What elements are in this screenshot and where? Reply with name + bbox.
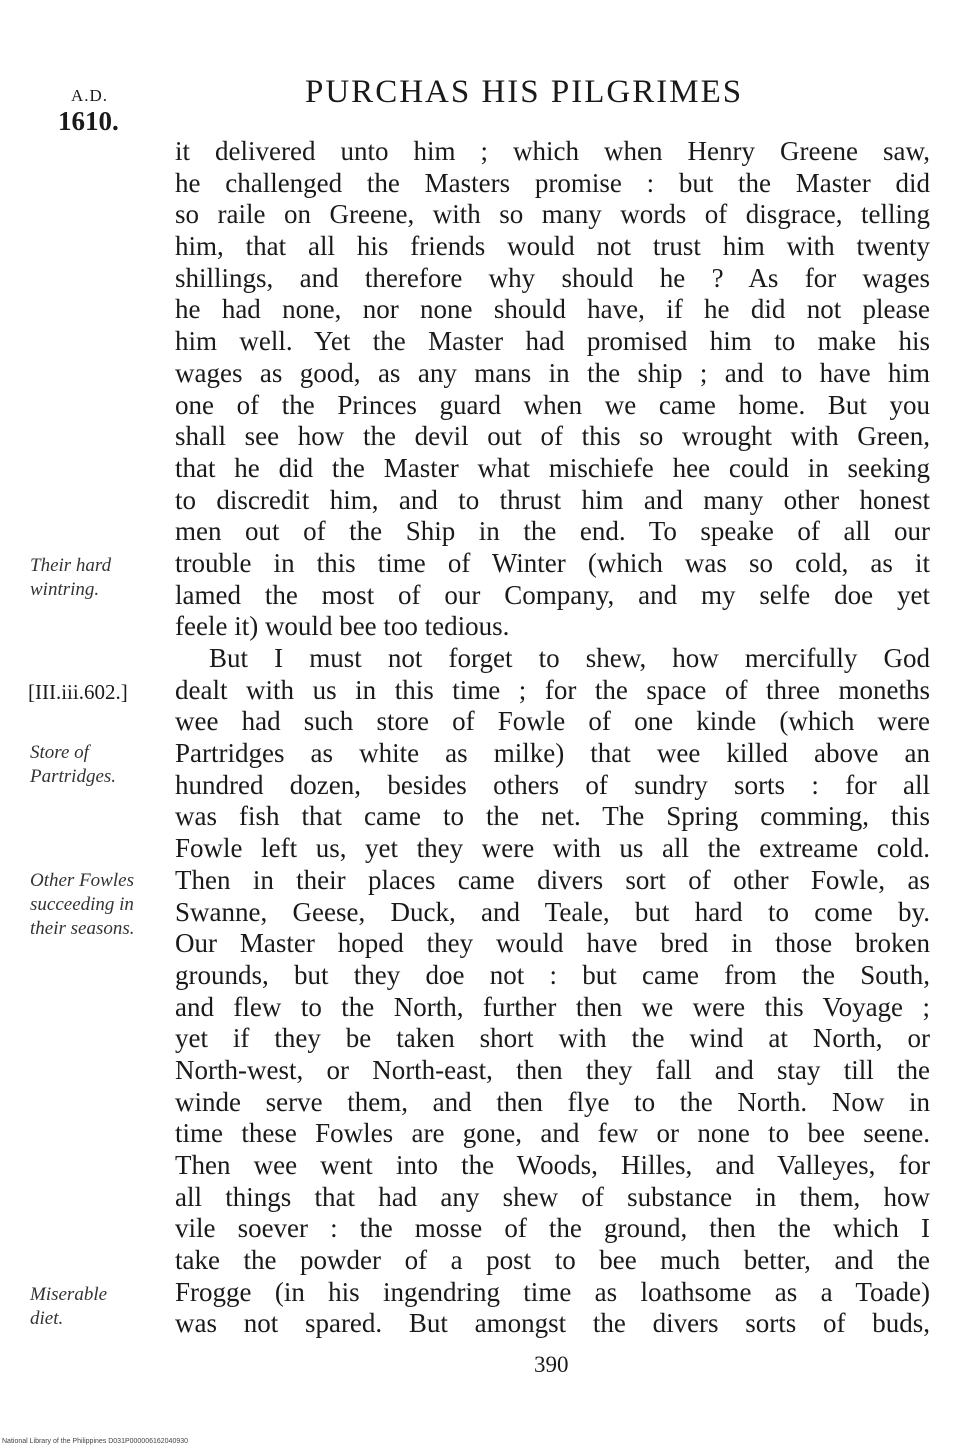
- running-head-title: PURCHAS HIS PILGRIMES: [305, 74, 744, 110]
- text-line: Swanne, Geese, Duck, and Teale, but hard to come by.: [175, 896, 930, 927]
- text-line: North-west, or North-east, then they fall and stay till the: [175, 1054, 930, 1085]
- running-head-year: 1610.: [58, 106, 119, 136]
- text-line: men out of the Ship in the end. To speake of all our: [175, 516, 930, 547]
- page-number: 390: [534, 1352, 569, 1377]
- text-line: him, that all his friends would not trust him with twenty: [175, 231, 930, 262]
- text-line: But I must not forget to shew, how mercifully God: [209, 643, 930, 673]
- text-line: so raile on Greene, with so many words of disgrace, telling: [175, 199, 930, 230]
- text-line: take the powder of a post to bee much better, and the: [175, 1245, 930, 1276]
- text-line: wages as good, as any mans in the ship ; and to have him: [175, 357, 930, 388]
- text-line: Then wee went into the Woods, Hilles, and Valleyes, for: [175, 1150, 930, 1180]
- margin-note-miserable-diet: Miserable diet.: [30, 1284, 108, 1329]
- text-line: Partridges as white as milke) that wee killed above an: [175, 738, 930, 769]
- text-line: winde serve them, and then flye to the North. Now in: [175, 1086, 930, 1117]
- body-text: [175, 136, 930, 1340]
- text-line: hundred dozen, besides others of sundry sorts : for all: [175, 769, 930, 800]
- margin-note-other-fowles: Other Fowles succeeding in their seasons.: [30, 870, 135, 939]
- text-line: he challenged the Masters promise : but the Master did: [175, 167, 930, 198]
- text-line: Frogge (in his ingendring time as loathsome as a Toade): [175, 1276, 930, 1307]
- text-line: Our Master hoped they would have bred in those broken: [175, 928, 930, 959]
- text-line: time these Fowles are gone, and few or none to bee seene.: [175, 1118, 930, 1149]
- text-line: him well. Yet the Master had promised him to make his: [175, 326, 930, 357]
- scan-footer: National Library of the Philippines D031P000006162040930: [2, 1438, 189, 1445]
- text-line: Then in their places came divers sort of other Fowle, as: [175, 864, 930, 895]
- text-line: feele it) would bee too tedious.: [175, 611, 510, 642]
- margin-note-hard-wintring: Their hard wintring.: [30, 555, 112, 600]
- text-line: Fowle left us, yet they were with us all the extreame cold.: [175, 833, 930, 864]
- margin-note-partridges: Store of Partridges.: [30, 742, 117, 787]
- text-line: all things that had any shew of substance in them, how: [175, 1181, 930, 1212]
- running-head-ad: A.D.: [71, 86, 109, 105]
- text-line: lamed the most of our Company, and my selfe doe yet: [175, 579, 930, 610]
- text-line: vile soever : the mosse of the ground, then the which I: [175, 1213, 930, 1244]
- text-line: yet if they be taken short with the wind at North, or: [175, 1023, 930, 1054]
- text-line: grounds, but they doe not : but came from the South,: [175, 959, 930, 990]
- text-line: shillings, and therefore why should he ? As for wages: [175, 262, 930, 293]
- text-line: to discredit him, and to thrust him and many other honest: [175, 484, 930, 515]
- text-line: it delivered unto him ; which when Henry Greene saw,: [175, 136, 930, 166]
- text-line: trouble in this time of Winter (which was so cold, as it: [175, 547, 930, 578]
- text-line: dealt with us in this time ; for the space of three moneths: [175, 674, 930, 705]
- text-line: that he did the Master what mischiefe hee could in seeking: [175, 452, 930, 483]
- text-line: shall see how the devil out of this so wrought with Green,: [175, 421, 930, 452]
- text-line: and flew to the North, further then we were this Voyage ;: [175, 991, 930, 1022]
- text-line: wee had such store of Fowle of one kinde (which were: [175, 706, 930, 737]
- text-line: one of the Princes guard when we came home. But you: [175, 389, 930, 420]
- margin-reference: [III.iii.602.]: [28, 680, 128, 704]
- text-line: he had none, nor none should have, if he did not please: [175, 294, 930, 325]
- text-line: was not spared. But amongst the divers sorts of buds,: [175, 1308, 930, 1339]
- text-line: was fish that came to the net. The Spring comming, this: [175, 801, 930, 832]
